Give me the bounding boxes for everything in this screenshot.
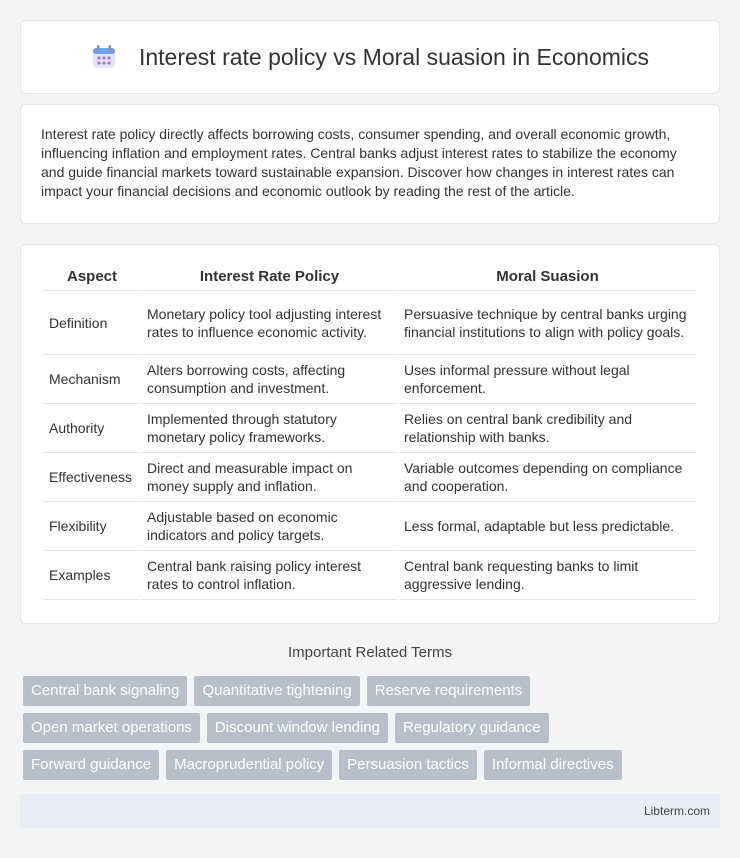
moral-suasion-cell: Variable outcomes depending on compliance and cooperation. (399, 453, 696, 502)
moral-suasion-cell: Uses informal pressure without legal enforcement. (399, 355, 696, 404)
related-terms-list (23, 676, 723, 787)
table-row (44, 404, 696, 453)
related-term-tag[interactable]: Open market operations (23, 713, 200, 743)
related-term-tag[interactable]: Forward guidance (23, 750, 159, 780)
interest-rate-policy-cell: Implemented through statutory monetary policy frameworks. (142, 404, 397, 453)
related-term-tag[interactable]: Quantitative tightening (194, 676, 359, 706)
tag-row (23, 676, 723, 706)
moral-suasion-cell: Relies on central bank credibility and relationship with banks. (399, 404, 696, 453)
interest-rate-policy-cell: Adjustable based on economic indicators and policy targets. (142, 502, 397, 551)
title-card (20, 20, 720, 94)
related-term-tag[interactable]: Macroprudential policy (166, 750, 332, 780)
related-term-tag[interactable]: Informal directives (484, 750, 622, 780)
header-aspect: Aspect (44, 265, 140, 291)
tag-row (23, 750, 723, 780)
comparison-card (20, 244, 720, 624)
comparison-table (42, 265, 698, 600)
related-terms-title: Important Related Terms (288, 644, 452, 661)
moral-suasion-cell: Less formal, adaptable but less predictable. (399, 502, 696, 551)
footer (20, 794, 720, 828)
aspect-cell: Definition (44, 291, 140, 355)
table-row (44, 291, 696, 355)
aspect-cell: Examples (44, 551, 140, 600)
related-term-tag[interactable]: Reserve requirements (367, 676, 531, 706)
table-header-row (44, 265, 696, 291)
aspect-cell: Mechanism (44, 355, 140, 404)
related-term-tag[interactable]: Persuasion tactics (339, 750, 477, 780)
tag-row (23, 713, 723, 743)
related-term-tag[interactable]: Discount window lending (207, 713, 388, 743)
table-row (44, 502, 696, 551)
header-interest-rate-policy: Interest Rate Policy (142, 265, 397, 291)
interest-rate-policy-cell: Direct and measurable impact on money supply and inflation. (142, 453, 397, 502)
related-term-tag[interactable]: Central bank signaling (23, 676, 187, 706)
page-title: Interest rate policy vs Moral suasion in Economics (138, 43, 650, 70)
interest-rate-policy-cell: Monetary policy tool adjusting interest rates to influence economic activity. (142, 291, 397, 355)
interest-rate-policy-cell: Alters borrowing costs, affecting consumption and investment. (142, 355, 397, 404)
aspect-cell: Effectiveness (44, 453, 140, 502)
aspect-cell: Flexibility (44, 502, 140, 551)
header-moral-suasion: Moral Suasion (399, 265, 696, 291)
moral-suasion-cell: Central bank requesting banks to limit aggressive lending. (399, 551, 696, 600)
calendar-icon (91, 44, 117, 70)
footer-site-link[interactable]: Libterm.com (643, 804, 710, 818)
table-row (44, 355, 696, 404)
table-row (44, 551, 696, 600)
table-row (44, 453, 696, 502)
moral-suasion-cell: Persuasive technique by central banks urging financial institutions to align with policy goals. (399, 291, 696, 355)
related-term-tag[interactable]: Regulatory guidance (395, 713, 549, 743)
aspect-cell: Authority (44, 404, 140, 453)
interest-rate-policy-cell: Central bank raising policy interest rates to control inflation. (142, 551, 397, 600)
intro-card (20, 104, 720, 224)
intro-text: Interest rate policy directly affects borrowing costs, consumer spending, and overall economic growth, influencing inflation and employment rates. Central banks adjust interest rates to stabilize the economy and guide financial markets toward sustainable expansion. Discover how changes in interest rates can impact your financial decisions and economic outlook by reading the rest of the article. (41, 126, 677, 199)
